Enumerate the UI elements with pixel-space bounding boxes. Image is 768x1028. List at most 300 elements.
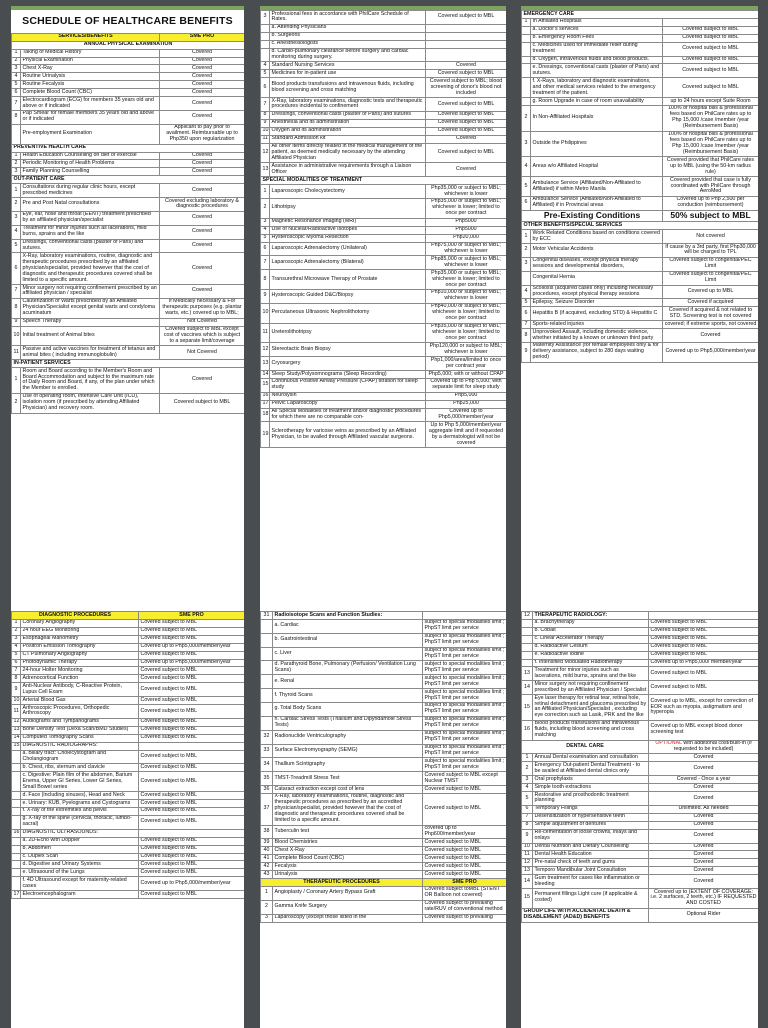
table-cell: Eye laser therapy for retinal tear, retinal hole, retinal detachment and glaucoma prescribed by an Affiliated Physician/Specialist , excluding eye correction such as Lasik, PRK and the like <box>533 695 649 721</box>
table-row <box>261 758 507 772</box>
table-cell: 4 <box>522 784 533 792</box>
table-cell: Eye, ear, nose and throat (EENT) treatment prescribed by an affiliated physician/specialist <box>21 211 160 225</box>
table-row <box>522 843 759 851</box>
table-cell: Covered subject to MBL <box>426 143 507 163</box>
table-cell: Covered <box>649 754 759 762</box>
table-cell: Speech Therapy <box>21 318 160 326</box>
table-cell: 3 <box>522 131 531 157</box>
table-cell: d. Parathyroid Bone, Pulmonary (Perfusion/ Ventilation Lung Scans) <box>273 661 423 675</box>
table-row <box>261 32 507 40</box>
section-heading <box>12 176 245 184</box>
table-cell: 4 <box>12 643 21 651</box>
table-cell <box>522 56 531 64</box>
table-cell: Room and Board according to the Member's Room and Board Accommodation and subject to the maximum rate of Daily Room and Board, if any, of the plan under which the Member is enrolled. <box>21 368 160 394</box>
table-cell: covered; if extreme sports, not covered <box>663 321 759 329</box>
table-cell: Covered <box>649 843 759 851</box>
table-cell: Esophageal Manometry <box>21 635 139 643</box>
table-cell: 8 <box>522 821 533 829</box>
table-cell: Covered excluding laboratory & diagnostic procedures <box>160 198 244 212</box>
table-cell: 3 <box>261 914 273 922</box>
benefits-table-2 <box>260 10 506 448</box>
table-row <box>12 89 245 97</box>
table-cell: 15 <box>261 378 270 392</box>
table-cell: e. Dressings, conventional casts (plaster of Paris) and sutures. <box>531 64 663 78</box>
table-cell: OUT-PATIENT CARE <box>12 176 245 184</box>
table-row <box>12 65 245 73</box>
table-cell: g. X-ray of the spine (cervical, thoracic, lumbo-sacral) <box>21 815 139 829</box>
table-cell: 50% subject to MBL <box>663 210 759 222</box>
table-cell: Covered <box>160 97 244 111</box>
table-cell: c. Digestive: Plain film of the abdomen, Barium Enema, Upper GI Series, Lower GI Series, Small Bowel series <box>21 772 139 792</box>
table-cell: Covered <box>160 211 244 225</box>
table-row <box>261 242 507 256</box>
table-cell: Covered <box>426 163 507 177</box>
table-cell: Oral prophylaxis <box>533 776 649 784</box>
table-cell: 12 <box>13 718 20 725</box>
table-cell: Covered subject to MBL <box>139 635 244 643</box>
table-cell: Sleep Study/Polysomnograms (Sleep Recording) <box>270 371 426 379</box>
table-cell: 11 <box>262 135 268 142</box>
table-cell: Covered subject to MBL <box>426 11 507 25</box>
table-cell: 5 <box>261 70 270 78</box>
table-row <box>261 143 507 163</box>
table-row <box>522 805 759 813</box>
table-cell: covered up to Php600/member/year <box>423 825 507 839</box>
table-cell: X-Ray, laboratory examinations, routine, diagnostic and therapeutic procedures as prescribed by an accredited physician/specialist, provided however that the cost of diagnostic and therapeutic procedures covered shall be limited to a specific amount. <box>273 793 423 825</box>
table-cell: Laparoscopic Adrenalectomy (Unilateral) <box>270 242 426 256</box>
table-cell: Covered subject to MBL <box>139 845 244 853</box>
table-cell: Covered subject to MBL <box>139 667 244 675</box>
table-cell: Restorative and prosthodontic treatment planning <box>533 792 649 806</box>
table-cell: 6 <box>261 242 270 256</box>
table-cell: Chest X-Ray <box>273 847 423 855</box>
table-row <box>261 772 507 786</box>
table-cell: 37 <box>261 793 273 825</box>
table-cell: Covered <box>160 239 244 253</box>
table-cell: Professional fees in accordance with PhilCare Schedule of Rates. <box>270 11 426 25</box>
table-cell: In Non-Affiliated Hospitals <box>531 105 663 131</box>
table-cell: 17 <box>13 890 20 897</box>
table-cell: Covered <box>649 784 759 792</box>
table-cell: SME PRO <box>423 879 507 887</box>
table-row <box>12 168 245 176</box>
benefits-panel-2 <box>260 6 506 608</box>
table-cell: If cause by a 3rd party, first Php30,000 will be charged to TPL <box>663 244 759 258</box>
table-row <box>522 42 759 56</box>
table-row <box>261 633 507 647</box>
table-cell: Ambulance Service (Affiliated/Non-Affiliated to Affiliated) if in Provincial areas <box>531 196 663 210</box>
table-cell: 1 <box>12 368 21 394</box>
optional-note: with additional cost/Built-in (if requested to be included) <box>673 740 752 753</box>
table-row <box>522 681 759 695</box>
table-cell: If Medically necessary & For therapeutic purposes (e.g. plantar warts, etc.) covered up to MBL; <box>160 298 244 318</box>
radioisotope-table <box>260 611 506 923</box>
table-cell: Covered <box>649 851 759 859</box>
table-row <box>12 57 245 65</box>
table-cell: Covered subject to MBL <box>139 837 244 845</box>
table-cell <box>426 24 507 32</box>
table-cell: Covered subject to MBL <box>139 869 244 877</box>
benefits-panel-6 <box>521 607 758 1028</box>
table-row <box>261 619 507 633</box>
table-row <box>12 253 245 285</box>
table-cell: 11 <box>261 323 270 343</box>
table-cell: Laparoscopic Cholecystectomy <box>270 185 426 199</box>
table-row <box>261 400 507 408</box>
table-cell: DENTAL CARE <box>522 740 649 754</box>
table-row <box>522 34 759 42</box>
table-cell: 13 <box>522 667 533 681</box>
table-cell: Covered subject to MBL <box>423 871 507 879</box>
table-cell: Covered up to Php 5,000; with separate limit for sleep study <box>426 378 507 392</box>
table-row <box>522 257 759 271</box>
table-cell <box>12 807 21 815</box>
table-cell: Angioplasty / Coronary Artery Bypass Graft <box>273 886 423 900</box>
table-cell: Covered subject to MBL <box>423 786 507 794</box>
table-cell: 10 <box>262 127 269 134</box>
table-cell: 2 <box>12 393 21 413</box>
table-cell: 8 <box>12 675 21 683</box>
table-cell: Standard Nursing Services <box>270 62 426 70</box>
table-cell: SPECIAL MODALITIES OF TREATMENT <box>261 177 507 185</box>
table-cell: Covered <box>160 184 244 198</box>
table-cell: Dressings, conventional casts (plaster of Paris) and sutures <box>270 111 426 119</box>
table-cell: Dental Nutrition and Dietary Counselling <box>533 843 649 851</box>
table-row <box>522 196 759 210</box>
table-cell: 16 <box>522 720 533 740</box>
table-cell: Neurolysin <box>270 392 426 400</box>
table-cell: Php5000 <box>426 218 507 226</box>
table-row <box>12 73 245 81</box>
table-cell: Hysteroscopic Myoma Resection <box>270 234 426 242</box>
table-cell: Complete Blood Count (CBC) <box>21 89 160 97</box>
table-row <box>12 110 245 124</box>
benefits-panel-5 <box>260 607 506 1028</box>
table-cell <box>261 619 273 633</box>
table-cell: Covered subject to MBL <box>139 619 244 627</box>
table-row <box>261 24 507 32</box>
table-cell <box>12 792 21 800</box>
table-cell: Covered <box>160 81 244 89</box>
table-row <box>12 829 245 837</box>
table-cell: Up to Php 5,000/member/year aggregate limit and if requested by a dermatologist will not be covered <box>426 422 507 448</box>
table-cell: 16 <box>13 829 20 836</box>
table-cell: 14 <box>522 875 533 889</box>
table-cell: Pre and Post Natal consultations <box>21 198 160 212</box>
table-cell: a. Biliary tract: Cholecystogram and Cholangiogram <box>21 750 139 764</box>
table-cell: CT Pulmonary Angiography <box>21 651 139 659</box>
table-cell: Php5000 <box>426 226 507 234</box>
table-cell: Arthroscopic Procedures, Orthopedic Arthroscopy <box>21 705 139 719</box>
table-row <box>12 726 245 734</box>
table-cell: Covered provided that case is fully coordinated with PhilCare through AeroMed <box>663 177 759 197</box>
table-cell: subject to special modalities limit ; PhpST limit per service <box>423 619 507 633</box>
table-cell: Covered up to Php5,000/member/year <box>663 342 759 362</box>
table-cell: subject to special modalities limit ; PhpST limit per service <box>423 744 507 758</box>
table-row <box>261 198 507 218</box>
table-cell: Covered <box>160 65 244 73</box>
table-row <box>522 643 759 651</box>
table-cell: Covered subject to MBL <box>649 619 759 627</box>
table-cell: Pre-employment Examination <box>21 124 160 144</box>
table-row <box>12 667 245 675</box>
table-cell: c. Liver <box>273 647 423 661</box>
table-row <box>522 177 759 197</box>
table-cell: 12 <box>261 343 270 357</box>
table-cell: Covered <box>160 73 244 81</box>
table-cell: Covered <box>160 110 244 124</box>
table-cell <box>522 64 531 78</box>
table-row <box>522 230 759 244</box>
table-cell: Annual Dental examination and consultation <box>533 754 649 762</box>
table-cell <box>522 635 533 643</box>
table-cell: 9 <box>261 289 270 303</box>
table-cell <box>649 612 759 620</box>
table-row <box>261 78 507 98</box>
table-cell: THERAPEUTIC PROCEDURES <box>261 879 423 887</box>
benefits-table-1 <box>11 33 244 414</box>
table-row <box>522 651 759 659</box>
table-cell: Covered subject to MBL <box>426 127 507 135</box>
table-row <box>522 307 759 321</box>
table-row <box>12 718 245 726</box>
table-cell: f. X-Rays, laboratory and diagnostic examinations, and other medical services related to the emergency treatment of the patient. <box>531 78 663 98</box>
dental-heading <box>522 740 759 754</box>
table-cell: 10 <box>261 303 270 323</box>
table-cell: Cryosurgery <box>270 357 426 371</box>
table-cell: e. Radioactive Iodine <box>533 651 649 659</box>
table-cell <box>12 772 21 792</box>
table-cell <box>12 877 21 891</box>
table-row <box>522 859 759 867</box>
table-cell: Percutaneous Ultrasonic Nephrolithotomy <box>270 303 426 323</box>
table-row <box>12 734 245 742</box>
table-cell: Covered subject to MBL <box>423 863 507 871</box>
table-cell <box>261 702 273 716</box>
table-cell: subject to special modalities limit ; PhpST limit per service <box>423 675 507 689</box>
table-row <box>261 647 507 661</box>
table-cell: Covered up to MBL, except for correction of EOR such as myopia, astigmatism and hyperopia <box>649 695 759 721</box>
table-cell: 18 <box>261 408 270 422</box>
table-cell: Covered subject to MBL <box>139 627 244 635</box>
table-cell: 13 <box>13 726 20 733</box>
section-heading <box>12 41 245 49</box>
table-cell: Maternity Assistance (for female employees only & for delivery assistance, subject to 280 days waiting period) <box>531 342 663 362</box>
table-cell <box>522 619 533 627</box>
table-cell: Permanent fillings Light cure (if applicable & costed) <box>533 889 649 909</box>
table-cell: 7 <box>261 256 270 270</box>
table-cell: Covered <box>649 867 759 875</box>
table-row <box>12 807 245 815</box>
table-cell: 12 <box>261 143 270 163</box>
table-cell: Lithotripsy <box>270 198 426 218</box>
table-cell: 2 <box>12 57 21 65</box>
table-row <box>261 378 507 392</box>
table-row <box>522 321 759 329</box>
table-cell: Audiograms and Tympanograms <box>21 718 139 726</box>
table-cell: 38 <box>261 825 273 839</box>
table-cell: e. Urinary: KUB, Pyelograms and Cystograms <box>21 800 139 808</box>
table-row <box>261 343 507 357</box>
table-cell: Use of Nuclear/Radioactive Isotopes <box>270 226 426 234</box>
table-cell: 2 <box>522 105 531 131</box>
table-cell: Covered <box>160 152 244 160</box>
table-cell: Re-cementation of loose crowns, inlays and onlays <box>533 829 649 843</box>
table-cell: Periodic Monitoring of Health Problems <box>21 160 160 168</box>
table-cell: Covered <box>426 135 507 143</box>
benefits-panel-1 <box>11 6 244 608</box>
table-cell: subject to special modalities limit ; PhpST limit per service <box>423 689 507 703</box>
table-cell: Anesthesia and its administration <box>270 119 426 127</box>
table-row <box>12 346 245 360</box>
table-row <box>12 393 245 413</box>
table-row <box>261 98 507 112</box>
table-cell: 1 <box>12 152 21 160</box>
table-row <box>12 675 245 683</box>
table-row <box>261 303 507 323</box>
table-cell: Pelvic Laparoscopy <box>270 400 426 408</box>
table-cell: Covered up to MBL except blood donor screening test <box>649 720 759 740</box>
table-cell: Continuous Positive Airway Pressure (CPAP) titration for sleep study <box>270 378 426 392</box>
table-cell: Computed Tomography Scans <box>21 734 139 742</box>
table-row <box>261 163 507 177</box>
table-row <box>261 744 507 758</box>
table-row <box>522 105 759 131</box>
table-cell: Oxygen and its administration <box>270 127 426 135</box>
table-cell: 6 <box>12 659 21 667</box>
table-row <box>522 131 759 157</box>
table-cell: Applicant to pay prior to availment. Reimbursable up to Php350 upon regularization <box>160 124 244 144</box>
table-row <box>261 289 507 303</box>
table-row <box>522 98 759 106</box>
table-cell: Sclerotherapy for varicose veins as prescribed by an Affiliated Physician, to be availed through Affiliated vascular surgeons. <box>270 422 426 448</box>
table-cell: d. Face (including sinuses), Head and Neck <box>21 792 139 800</box>
table-cell: Covered subject to MBL <box>139 807 244 815</box>
table-cell: Php40,000 or subject to MBL; whichever is lower; limited to once per contract <box>426 303 507 323</box>
table-cell: Covered <box>160 168 244 176</box>
table-cell: Covered subject to MBL <box>423 793 507 825</box>
table-row <box>12 750 245 764</box>
table-cell: g. Room Upgrade in case of room unavailability <box>531 98 663 106</box>
table-cell: Outside the Philippines <box>531 131 663 157</box>
table-cell: SERVICES/BENEFITS <box>12 33 160 41</box>
table-cell: 7 <box>522 321 531 329</box>
table-row <box>522 813 759 821</box>
table-cell: Covered subject to MBL <box>139 675 244 683</box>
table-cell: 6 <box>12 89 21 97</box>
table-cell: Covered subject to MBL <box>649 643 759 651</box>
table-row <box>261 863 507 871</box>
table-row <box>261 689 507 703</box>
table-cell: Covered subject to MBL <box>139 764 244 772</box>
table-row <box>522 851 759 859</box>
table-row <box>12 225 245 239</box>
table-row <box>522 720 759 740</box>
table-row <box>261 702 507 716</box>
table-cell: 8 <box>261 111 270 119</box>
table-row <box>261 226 507 234</box>
table-row <box>12 49 245 57</box>
dental-optional-note <box>649 740 759 754</box>
table-row <box>12 97 245 111</box>
table-cell: 7 <box>12 97 21 111</box>
table-cell: Covered subject to MBL; blood screening of donor's blood not included <box>426 78 507 98</box>
table-row <box>261 825 507 839</box>
table-cell: EMERGENCY CARE <box>522 11 759 19</box>
table-cell: Cauterization of Warts prescribed by an Affiliated Physician/Specialist except genital warts and condyloma acuminatum <box>21 298 160 318</box>
table-cell: Treatment for minor injuries such as lacerations, mild burns, sprains and the like <box>533 667 649 681</box>
table-cell: Covered <box>426 62 507 70</box>
table-cell <box>522 271 531 285</box>
table-row <box>12 124 245 144</box>
table-row <box>522 299 759 307</box>
table-cell: Covered <box>649 875 759 889</box>
table-cell <box>12 750 21 764</box>
table-cell: 11 <box>12 346 21 360</box>
table-row <box>522 56 759 64</box>
table-row <box>12 742 245 750</box>
table-row <box>261 234 507 242</box>
table-cell: 8 <box>522 329 531 343</box>
table-cell: Covered - Once a year <box>649 776 759 784</box>
table-cell: e. Ultrasound of the Lungs <box>21 869 139 877</box>
table-row <box>12 705 245 719</box>
table-cell <box>261 716 273 730</box>
table-row <box>261 62 507 70</box>
table-cell: Covered <box>160 225 244 239</box>
table-row <box>261 40 507 48</box>
table-cell: 7 <box>12 667 21 675</box>
table-cell: Covered <box>160 253 244 285</box>
table-row <box>261 855 507 863</box>
table-cell: 5 <box>261 234 270 242</box>
table-cell: Covered <box>649 821 759 829</box>
benefits-panel-3 <box>521 6 758 608</box>
table-cell: Covered subject to MBL <box>139 697 244 705</box>
table-row <box>522 18 759 26</box>
table-cell: 14 <box>522 681 533 695</box>
table-cell: Work Related Conditions based on conditions covered by ECC <box>531 230 663 244</box>
table-cell: Not Covered <box>160 318 244 326</box>
table-cell: 3 <box>522 776 533 784</box>
table-cell: Sports-related injuries <box>531 321 663 329</box>
table-cell: b. Surgeons <box>270 32 426 40</box>
table-cell <box>261 24 270 32</box>
table-cell: 6 <box>522 307 531 321</box>
table-cell: 1 <box>522 18 531 26</box>
table-cell: Ureterolithotripsy <box>270 323 426 343</box>
benefits-panel-4 <box>11 607 244 1028</box>
table-row <box>261 392 507 400</box>
table-cell: 10 <box>13 696 20 703</box>
table-row <box>261 675 507 689</box>
table-cell: Php35,000 or subject to MBL; whichever is lower; limited to once per contract <box>426 323 507 343</box>
table-cell: Covered if acquired & not related to STD. Screening test is not covered <box>663 307 759 321</box>
table-cell: Urinalysis <box>273 871 423 879</box>
table-row <box>522 619 759 627</box>
table-cell: Gum treatment for cases like inflammation or bleeding <box>533 875 649 889</box>
diagnostic-procedures-table <box>11 611 244 899</box>
table-cell: 7 <box>12 285 21 299</box>
table-cell: THERAPEUTIC RADIOLOGY: <box>533 612 649 620</box>
table-cell <box>139 829 244 837</box>
table-cell: All Special Modalities of treatment and/or diagnostic procedures for which there are no comparable con- <box>270 408 426 422</box>
table-cell: 5 <box>522 792 533 806</box>
table-cell: 32 <box>261 730 273 744</box>
table-cell: up to 24 hours except Suite Room <box>663 98 759 106</box>
table-cell: Positron Emission Tomography <box>21 643 139 651</box>
table-row <box>522 271 759 285</box>
